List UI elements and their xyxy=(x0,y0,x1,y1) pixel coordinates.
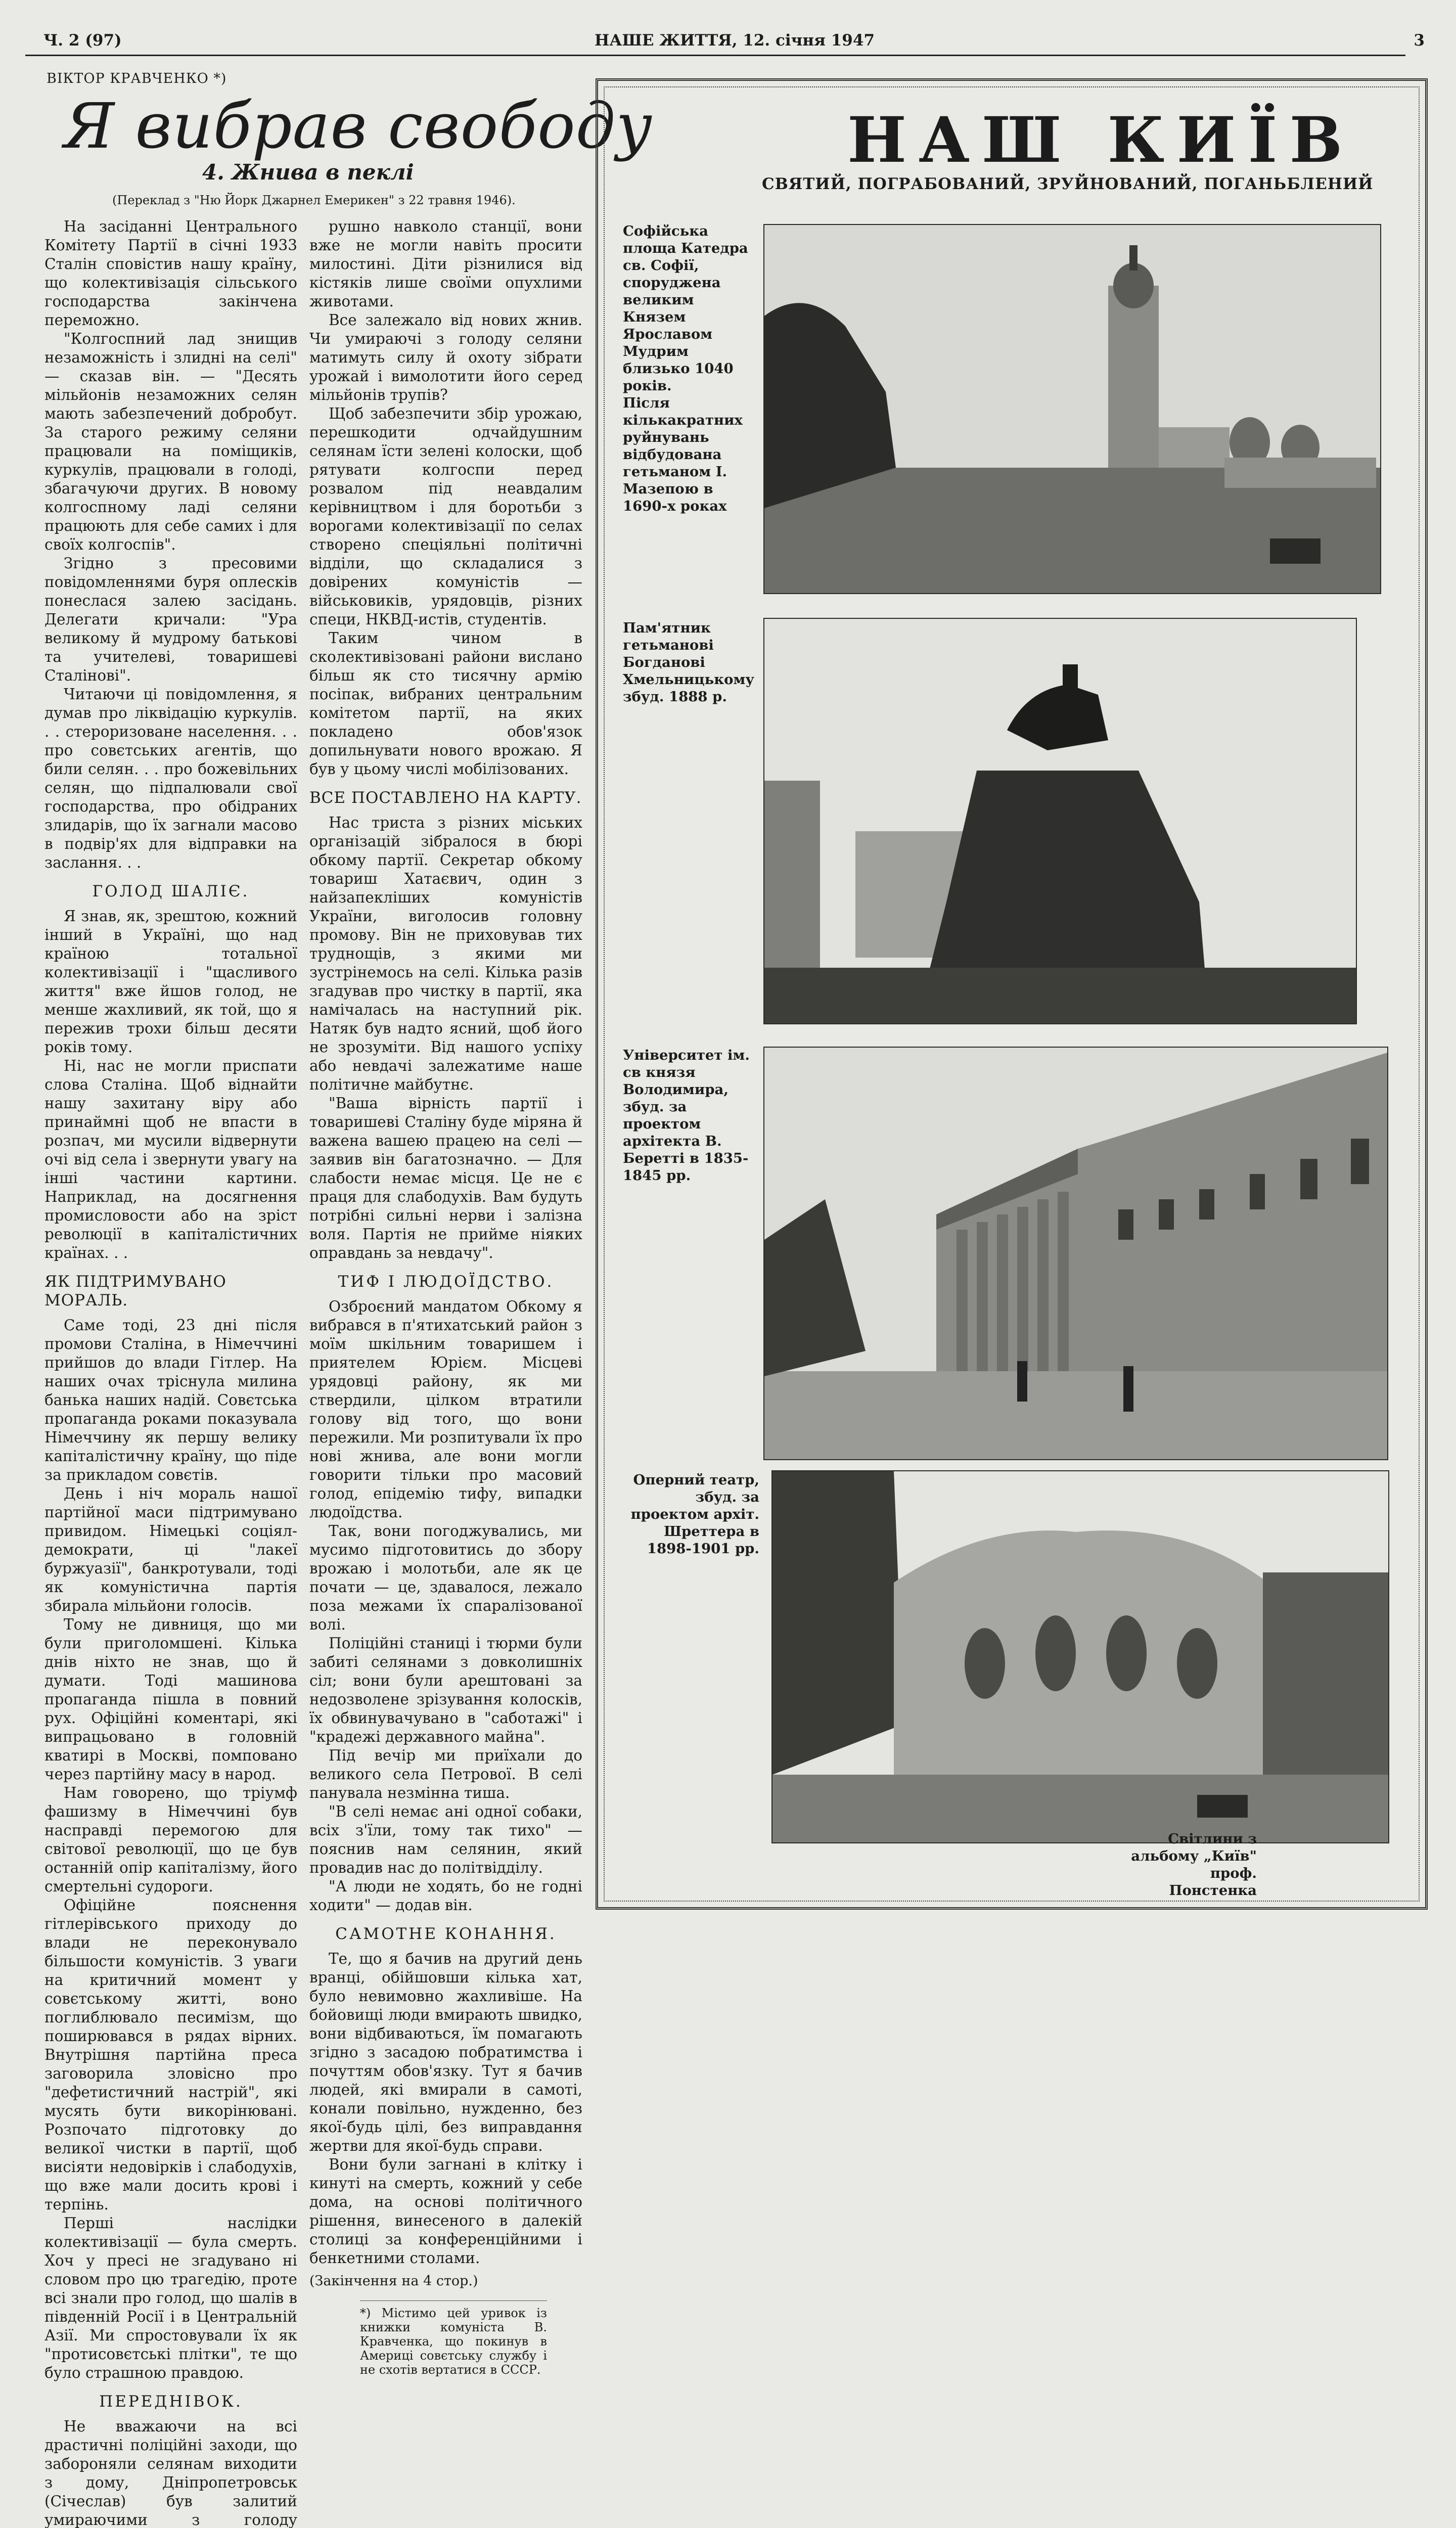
photo-khmelnytsky-monument xyxy=(763,618,1357,1024)
paragraph: Озброєний мандатом Обкому я вибрався в п'ятихатський район з моїм шкільним товаришем і приятелем Юрієм. Місцеві урядовці району, як ми ствердили, цілком втратили голову від того, що вони пережили. Ми розпитували їх про нові жнива, але вони могли говорити тільки про масовий голод, епідемію тифу, випадки людоїдства. xyxy=(309,1298,582,1521)
paragraph: Читаючи ці повідомлення, я думав про ліквідацію куркулів. . . стероризоване населення. . . про совєтських агентів, що били селян. . . про божевільних селян, що підпалювали свої господарства, про обідраних злидарів, що їх загнали масово в подвір'ях для відправки на заслання. . . xyxy=(44,686,297,871)
section-heading-konannia: САМОТНЕ КОНАННЯ. xyxy=(335,1925,557,1943)
section-heading-tyf: ТИФ І ЛЮДОЇДСТВО. xyxy=(338,1273,554,1291)
caption-university xyxy=(623,1047,759,1184)
page-number: 3 xyxy=(1414,31,1425,50)
paragraph: Під вечір ми приїхали до великого села Петрової. В селі панувала незмінна тиша. xyxy=(309,1747,582,1801)
paragraph: рушно навколо станції, вони вже не могли навіть просити милостині. Діти різнилися від кістяків лише своїми опухлими животами. xyxy=(309,218,582,310)
issue-number: Ч. 2 (97) xyxy=(43,31,122,50)
karta-paragraphs xyxy=(309,814,582,1262)
paragraph: Світлини з альбому „Київ" проф. Понстенка xyxy=(1131,1831,1257,1899)
paragraph: Університет ім. св князя Володимира, збуд. за проектом архітекта В. Беретті в 1835-1845 рр. xyxy=(623,1047,750,1184)
paragraph: Не вважаючи на всі драстичні поліційні заходи, що забороняли селянам виходити з дому, Дніпропетровськ (Січеслав) був залитий умираючими з голоду xyxy=(44,2418,297,2528)
paragraph: Вони були загнані в клітку і кинуті на смерть, кожний у себе дома, на основі політичного рішення, винесеного в далекій столиці за конференційними і бенкетними столами. xyxy=(309,2156,582,2267)
paragraph: Так, вони погоджувались, ми мусимо підготовитись до збору врожаю і молотьби, але як це почати — це, здавалося, лежало поза межами їх спаралізованої волі. xyxy=(309,1522,582,1633)
paragraph: Саме тоді, 23 дні після промови Сталіна, в Німеччині прийшов до влади Гітлер. На наших очах тріснула милина банька наших надій. Совєтська пропаганда роками показувала Німеччину як першу велику капіталістичну країну, що піде за прикладом совєтів. xyxy=(44,1317,297,1483)
article-subtitle: 4. Жнива в пеклі xyxy=(202,160,414,185)
paragraph: На засіданні Центрального Комітету Партії в січні 1933 Сталін сповістив нашу країну, що колективізація сільського господарства закінчена переможно. xyxy=(44,218,297,329)
paragraph: Те, що я бачив на другий день вранці, обійшовши кілька хат, було невимовно жахливіше. На бойовищі люди вмирають швидко, вони відбиваються, їм помагають згідно з засадою побратимства і почуттям обов'язку. Тут я бачив людей, які вмирали в самоті, конали повільно, нужденно, без якої-будь цілі, без виправдання жертви для якої-будь справи. xyxy=(309,1950,582,2154)
section-heading-moral: ЯК ПІДТРИМУВАНО МОРАЛЬ. xyxy=(44,1273,226,1310)
translation-note: (Переклад з "Ню Йорк Джарнел Емерикен" з 22 травня 1946). xyxy=(112,193,516,207)
paragraph: Згідно з пресовими повідомленнями буря оплесків понеслася залею засідань. Делегати кричали: "Ура великому й мудрому батькові та учителеві, товаришеві Сталінові". xyxy=(44,555,297,684)
moral-paragraphs xyxy=(44,1316,297,2382)
continued-note: (Закінчення на 4 стор.) xyxy=(309,2273,478,2289)
photo-opera-theatre xyxy=(771,1470,1389,1843)
paragraph: Офіційне пояснення гітлерівського приходу до влади не переконувало більшости комуністів. З уваги на критичний момент у совєтському житті, воно поглиблювало песимізм, що поширювався в рядах вірних. Внутрішня партійна преса заговорила зловісно про "дефетистичний настрій", які мусять бути викорінювані. Розпочато підготовку до великої чистки в партії, щоб висіяти недовірків і слабодухів, що вже мали досить крові і терпінь. xyxy=(44,1897,297,2213)
newspaper-name-date: НАШЕ ЖИТТЯ, 12. січня 1947 xyxy=(595,31,875,50)
paragraph: Щоб забезпечити збір урожаю, перешкодити одчайдушним селянам їсти зелені колоски, щоб рятувати колгоспи перед розвалом під неавдалим керівництвом і для боротьби з ворогами колективізації по селах створено спеціяльні політичні відділи, що складалися з довірених комуністів — військовиків, урядовців, різних специ, НКВД-истів, студентів. xyxy=(309,405,582,628)
paragraph: Тому не дивниця, що ми були приголомшені. Кілька днів ніхто не знав, що й думати. Тоді машинова пропаганда пішла в повний рух. Офіційні коментарі, які випрацьовано в головній кватирі в Москві, помповано через партійну масу в народ. xyxy=(44,1616,297,1783)
paragraph: Все залежало від нових жнив. Чи умираючі з голоду селяни матимуть силу й охоту зібрати урожай і вимолотити його серед мільйонів трупів? xyxy=(309,311,582,403)
photo-credit xyxy=(1130,1830,1257,1899)
kyiv-section-subtitle: СВЯТИЙ, ПОГРАБОВАНИЙ, ЗРУЙНОВАНИЙ, ПОГАНЬБЛЕНИЙ xyxy=(762,175,1374,193)
article-column-1 xyxy=(44,217,297,2528)
photo-kyiv-university xyxy=(763,1047,1388,1460)
konannia-paragraphs xyxy=(309,1950,582,2268)
caption-sophia xyxy=(623,222,749,515)
article-title: Я вибрав свободу xyxy=(64,90,653,163)
caption-opera xyxy=(623,1471,759,1557)
paragraph: Перші наслідки колективізації — була смерть. Хоч у пресі не згадувано ні словом про цю трагедію, проте всі знали про голод, що шалів в південній Росії і в Центральній Азії. Ми спростовували їх як "протисовєтські плітки", те що було страшною правдою. xyxy=(44,2215,297,2381)
perednivok-paragraphs xyxy=(44,2417,297,2528)
section-heading-karta: ВСЕ ПОСТАВЛЕНО НА КАРТУ. xyxy=(309,789,582,807)
holod-paragraphs xyxy=(44,907,297,1262)
kyiv-section-title: НАШ КИЇВ xyxy=(847,104,1355,177)
photo-st-sophia xyxy=(763,224,1381,594)
article-column-2 xyxy=(309,217,582,2377)
footnote-text: *) Містимо цей уривок із книжки комуніста В. Кравченка, що покинув в Америці совєтську службу і не схотів вертатися в СССР. xyxy=(360,2306,547,2377)
tyf-paragraphs xyxy=(309,1297,582,1915)
paragraph: "А люди не ходять, бо не годні ходити" — додав він. xyxy=(309,1878,582,1914)
paragraph: Софійська площа Катедра св. Софії, споруджена великим Князем Ярославом Мудрим близько 1040 років. xyxy=(623,223,748,394)
section-heading-perednivok: ПЕРЕДНІВОК. xyxy=(99,2392,243,2411)
paragraph: Оперний театр, збуд. за проектом архіт. Шреттера в 1898-1901 рр. xyxy=(630,1472,759,1557)
section-heading-holod: ГОЛОД ШАЛІЄ. xyxy=(92,882,250,900)
caption-khmelnytsky xyxy=(623,619,754,705)
paragraph: Таким чином в сколективізовані райони вислано більш як сто тисячну армію посіпак, вибраних центральним комітетом партії, на яких покладено обов'язок допильнувати нового врожаю. Я був у цьому числі мобілізованих. xyxy=(309,629,582,778)
paragraph: "Ваша вірність партії і товаришеві Сталіну буде міряна й важена вашею працею на селі — заявив він багатозначно. — Для слабости немає місця. Це не є праця для слабодухів. Вам будуть потрібні сильні нерви і залізна воля. Партія не прийме ніяких оправдань за невдачу". xyxy=(309,1095,582,1261)
paragraph: Я знав, як, зрештою, кожний інший в Україні, що над країною тотальної колективізації і "щасливого життя" вже йшов голод, не менше жахливий, як той, що я пережив трохи більш десяти років тому. xyxy=(44,908,297,1056)
article-author: ВІКТОР КРАВЧЕНКО *) xyxy=(47,71,227,86)
paragraph: Нас триста з різних міських організацій зібралося в бюрі обкому партії. Секретар обкому товариш Хатаєвич, один з найзапекліших комуністів України, виголосив головну промову. Він не приховував тих труднощів, з якими ми зустрінемось на селі. Кілька разів згадував про чистку в партії, яка намічалась на наступний рік. Натяк був надто ясний, щоб його не зрозуміти. Від нашого успіху або невдачі залежатиме наше політичне майбутнє. xyxy=(309,814,582,1093)
page-header xyxy=(25,31,1425,56)
paragraph: Пам'ятник гетьманові Богданові Хмельницькому збуд. 1888 р. xyxy=(623,620,754,705)
paragraph: "Колгоспний лад знищив незаможність і злидні на селі" — сказав він. — "Десять мільйонів незаможних селян мають забезпечений добробут. За старого режиму селяни працювали на поміщиків, куркулів, працювали в голоді, збагачуючи других. В новому колгоспному ладі селяни працюють для себе самих і для своїх колгоспів". xyxy=(44,330,297,553)
paragraph: Поліційні станиці і тюрми були забиті селянами з довколишніх сіл; вони були арештовані за недозволене зрізування колосків, їх обвинувачувано в "саботажі" і "крадежі державного майна". xyxy=(309,1635,582,1745)
paragraph: Після кількакратних руйнувань відбудована гетьманом І. Мазепою в 1690-х роках xyxy=(623,395,743,514)
paragraph: Нам говорено, що тріумф фашизму в Німеччині був насправді перемогою для світової революції, що це був останній опір капіталізму, його смертельні судороги. xyxy=(44,1784,297,1895)
paragraph: День і ніч мораль нашої партійної маси підтримувано привидом. Німецькі соціял-демократи, ці "лакеї буржуазії", банкротували, тоді як комуністична партія збирала мільйони голосів. xyxy=(44,1485,297,1614)
col2-paragraphs xyxy=(309,217,582,779)
footnote xyxy=(360,2300,547,2377)
paragraph: Ні, нас не могли приспати слова Сталіна. Щоб віднайти нашу захитану віру або принаймні щоб не впасти в розпач, ми мусили відвернути очі від села і звернути увагу на інші частини картини. Наприклад, на досягнення промисловости або на зріст революції в капіталістичних країнах. . . xyxy=(44,1057,297,1261)
paragraph: "В селі немає ані одної собаки, всіх з'їли, тому так тихо" — пояснив нам селянин, який провадив нас до політвідділу. xyxy=(309,1803,582,1876)
intro-paragraphs xyxy=(44,217,297,872)
